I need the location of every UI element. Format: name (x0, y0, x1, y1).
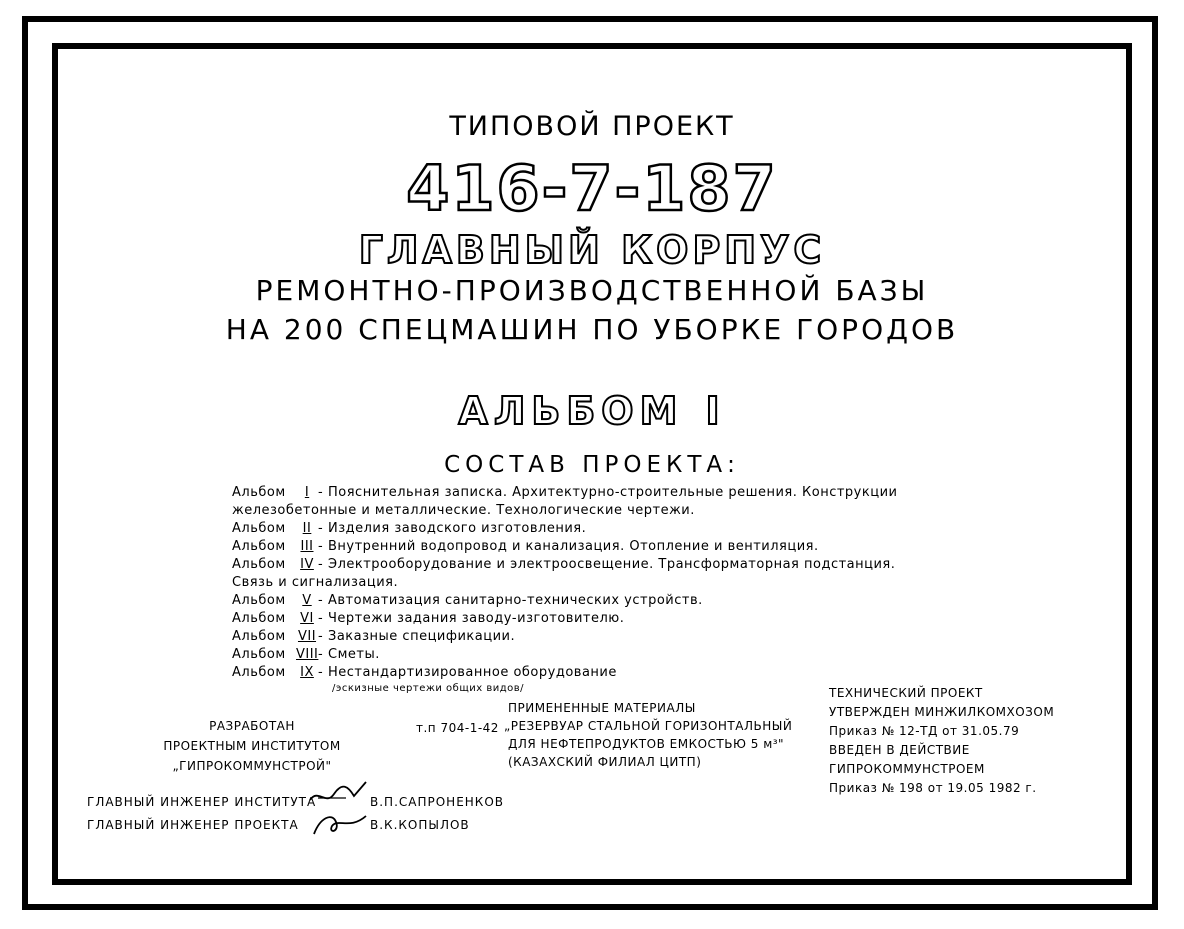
album-content: Заказные спецификации. (328, 629, 516, 644)
album-number: II (302, 521, 312, 536)
subtitle-line2: НА 200 СПЕЦМАШИН ПО УБОРКЕ ГОРОДОВ (225, 313, 959, 346)
album-content: Электрооборудование и электроосвещение. Трансформаторная подстанция. (328, 557, 896, 572)
signature-mark (306, 778, 370, 808)
developer-line1: РАЗРАБОТАН (209, 719, 295, 733)
album-content: Внутренний водопровод и канализация. Отопление и вентиляция. (328, 539, 819, 554)
album-label: Альбом (232, 665, 286, 680)
approval-line4: ВВЕДЕН В ДЕЙСТВИЕ (829, 743, 970, 757)
signature-name-project: В.К.КОПЫЛОВ (370, 818, 470, 832)
composition-title: СОСТАВ ПРОЕКТА: (444, 452, 740, 478)
list-item: Альбом VII - Заказные спецификации. (232, 629, 516, 644)
album-content-continued: Связь и сигнализация. (232, 575, 399, 590)
materials-line3: (КАЗАХСКИЙ ФИЛИАЛ ЦИТП) (508, 755, 702, 769)
album-content: Автоматизация санитарно-технических устройств. (328, 593, 703, 608)
approval-line2: УТВЕРЖДЕН МИНЖИЛКОМХОЗОМ (829, 705, 1055, 719)
album-label: Альбом (232, 485, 286, 500)
materials-line2: ДЛЯ НЕФТЕПРОДУКТОВ ЕМКОСТЬЮ 5 м³" (508, 737, 785, 751)
list-item: Альбом I - Пояснительная записка. Архитектурно-строительные решения. Конструкции (232, 485, 898, 500)
album-list (232, 484, 972, 695)
list-item: Альбом IX - Нестандартизированное оборудование (232, 665, 617, 680)
signature-name-institute: В.П.САПРОНЕНКОВ (370, 795, 505, 809)
approval-line3: Приказ № 12-ТД от 31.05.79 (829, 724, 1020, 738)
album-heading-label: АЛЬБОМ (458, 389, 684, 433)
album-number: IV (300, 557, 314, 572)
sketch-note: /эскизные чертежи общих видов/ (332, 683, 525, 694)
list-item: Альбом III - Внутренний водопровод и канализация. Отопление и вентиляция. (232, 539, 819, 554)
list-item: Альбом VI - Чертежи задания заводу-изготовителю. (232, 611, 625, 626)
album-number: IX (300, 665, 314, 680)
album-label: Альбом (232, 539, 286, 554)
album-label: Альбом (232, 629, 286, 644)
approval-line6: Приказ № 198 от 19.05 1982 г. (829, 781, 1037, 795)
materials-code: т.п 704-1-42 (416, 721, 499, 735)
album-number: VI (300, 611, 314, 626)
list-item: Альбом II - Изделия заводского изготовления. (232, 521, 587, 536)
album-label: Альбом (232, 611, 286, 626)
developer-line2: ПРОЕКТНЫМ ИНСТИТУТОМ (163, 739, 341, 753)
subtitle-line1: РЕМОНТНО-ПРОИЗВОДСТВЕННОЙ БАЗЫ (255, 274, 929, 307)
album-label: Альбом (232, 521, 286, 536)
signature-role-institute: ГЛАВНЫЙ ИНЖЕНЕР ИНСТИТУТА (87, 795, 317, 809)
signature-role-project: ГЛАВНЫЙ ИНЖЕНЕР ПРОЕКТА (87, 818, 299, 832)
album-content: Чертежи задания заводу-изготовителю. (328, 611, 625, 626)
album-content: Пояснительная записка. Архитектурно-строительные решения. Конструкции (328, 485, 898, 500)
signature-mark (310, 808, 370, 838)
materials-title: ПРИМЕНЕННЫЕ МАТЕРИАЛЫ (508, 701, 696, 715)
approval-line1: ТЕХНИЧЕСКИЙ ПРОЕКТ (829, 686, 983, 700)
approval-line5: ГИПРОКОММУНСТРОЕМ (829, 762, 985, 776)
album-heading-number: I (705, 389, 726, 433)
album-number: VIII (296, 647, 319, 662)
project-type-label: ТИПОВОЙ ПРОЕКТ (449, 111, 735, 142)
list-item: Альбом VIII- Сметы. (232, 647, 380, 662)
album-label: Альбом (232, 593, 286, 608)
list-item: Альбом V - Автоматизация санитарно-технических устройств. (232, 593, 703, 608)
album-heading (52, 389, 1132, 433)
developer-block (157, 716, 347, 776)
album-content: Сметы. (328, 647, 380, 662)
project-number: 416-7-187 (406, 152, 778, 225)
album-content: Нестандартизированное оборудование (328, 665, 617, 680)
album-number: V (302, 593, 312, 608)
album-content-continued: железобетонные и металлические. Технологические чертежи. (232, 503, 695, 518)
album-number: III (300, 539, 314, 554)
album-label: Альбом (232, 647, 286, 662)
materials-line1: „РЕЗЕРВУАР СТАЛЬНОЙ ГОРИЗОНТАЛЬНЫЙ (504, 719, 793, 733)
album-number: VII (297, 629, 317, 644)
album-number: I (304, 485, 310, 500)
developer-line3: „ГИПРОКОММУНСТРОЙ" (172, 759, 332, 773)
list-item: Альбом IV - Электрооборудование и электроосвещение. Трансформаторная подстанция. (232, 557, 896, 572)
album-label: Альбом (232, 557, 286, 572)
album-content: Изделия заводского изготовления. (328, 521, 587, 536)
main-title: ГЛАВНЫЙ КОРПУС (358, 228, 826, 272)
approval-block (829, 684, 1054, 798)
